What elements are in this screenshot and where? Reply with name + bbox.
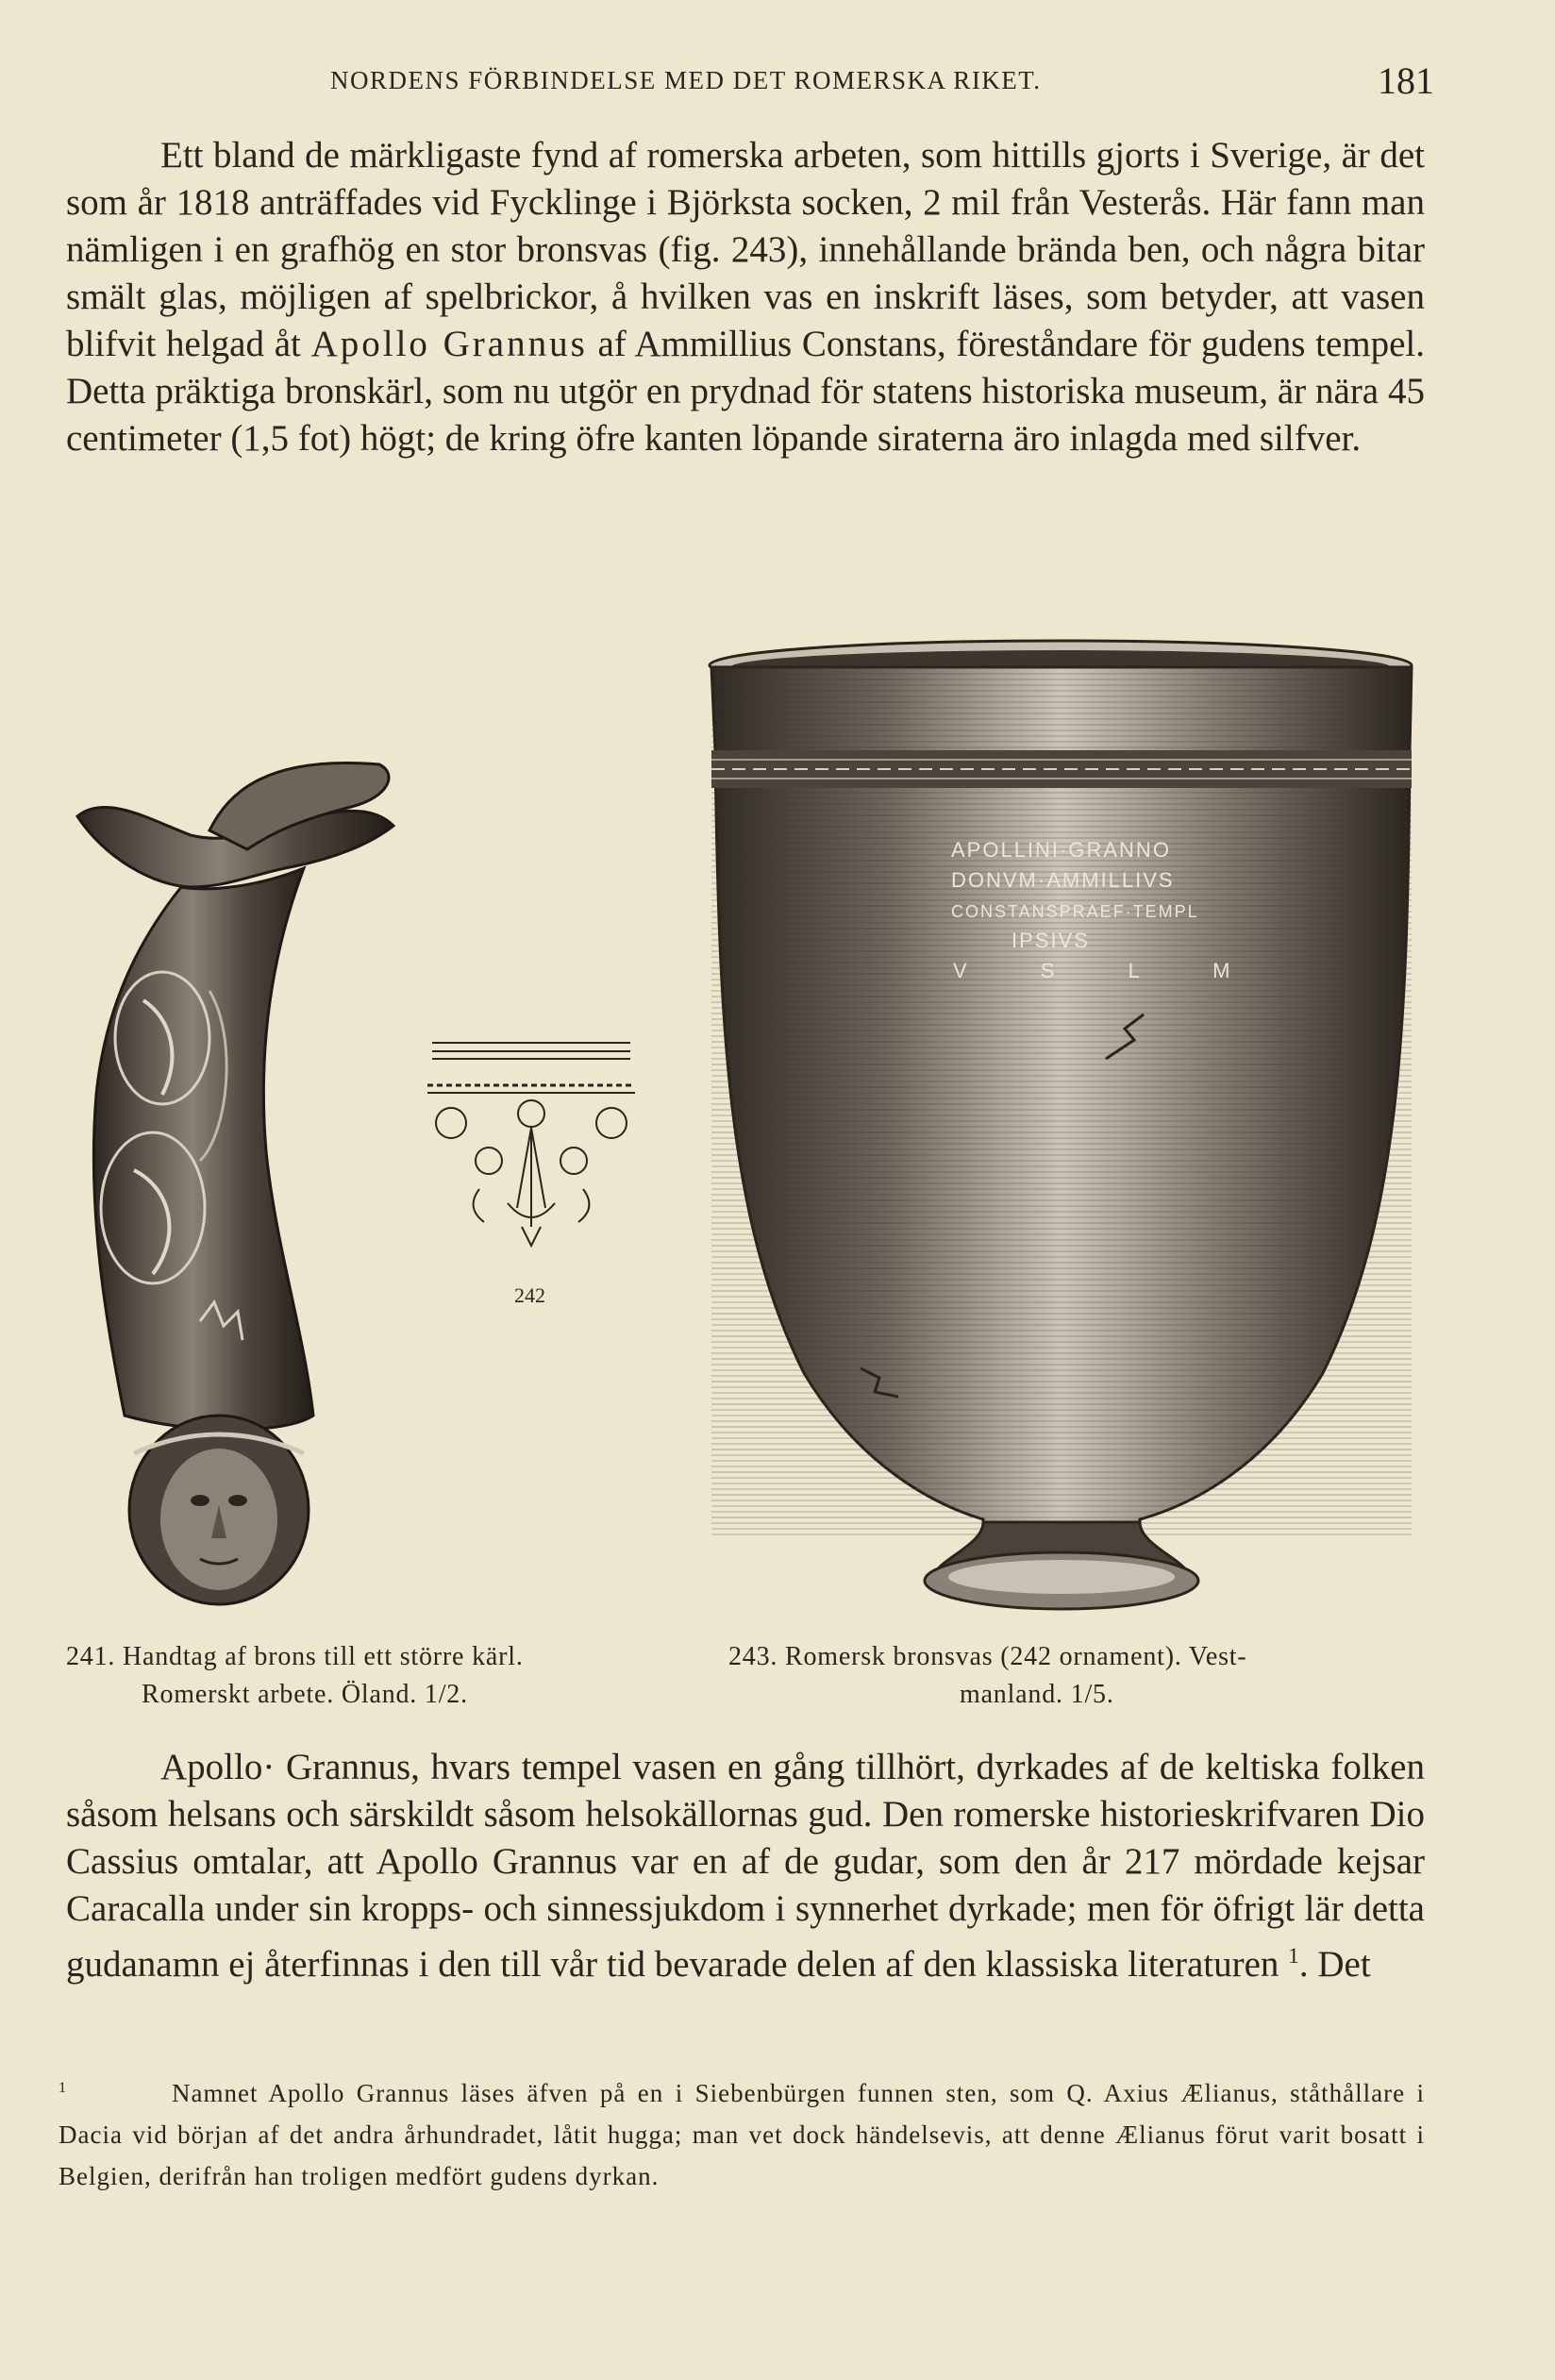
ornament-illustration	[423, 1038, 640, 1265]
vase-inscription-line-4: IPSIVS	[1012, 929, 1090, 952]
paragraph-2-tail: . Det	[1298, 1944, 1371, 1985]
footnote-reference: 1	[1288, 1944, 1299, 1969]
paragraph-1-tail: af Ammillius Constans, föreståndare för gudens tempel. Detta präktiga bronskärl, som nu utgör en prydnad för statens historiska museum, är nära 45 centimeter (1,5 fot) högt; de kring öfre kanten löpande siraterna äro inlagda med silfver.	[66, 324, 1426, 459]
figure-242-ornament	[423, 1038, 640, 1265]
vase-illustration	[700, 637, 1425, 1614]
caption-241-scale: 1/2.	[424, 1680, 468, 1709]
caption-243-line-2: manland.	[960, 1680, 1063, 1709]
vase-inscription-line-3: CONSTANSPRAEF·TEMPL	[951, 902, 1199, 921]
paragraph-1	[66, 132, 1425, 462]
caption-243-line-1: 243. Romersk bronsvas (242 ornament). Vest-	[728, 1642, 1247, 1671]
figure-241-handle	[68, 755, 408, 1609]
paragraph-2	[66, 1744, 1425, 1988]
figure-243-vase	[700, 637, 1425, 1614]
vase-inscription-line-2: DONVM·AMMILLIVS	[951, 868, 1175, 892]
running-title: NORDENS FÖRBINDELSE MED DET ROMERSKA RIKET.	[330, 66, 1042, 94]
caption-241-line-1: 241. Handtag af brons till ett större kärl.	[66, 1642, 524, 1671]
vase-inscription-line-1: APOLLINI·GRANNO	[951, 838, 1171, 862]
handle-illustration	[68, 755, 408, 1609]
running-head	[66, 59, 1434, 106]
footnote-indent	[59, 2067, 172, 2114]
footnote	[59, 2067, 1425, 2197]
caption-figure-243	[728, 1638, 1408, 1714]
caption-241-line-2: Romerskt arbete. Öland.	[142, 1680, 418, 1709]
paragraph-1-deity: Apollo Grannus	[310, 324, 588, 364]
figure-242-number: 242	[514, 1283, 545, 1307]
caption-241-line-2-wrap	[66, 1676, 708, 1714]
vase-inscription-line-5: V S L M	[953, 959, 1264, 982]
caption-figure-241	[66, 1638, 708, 1714]
page-number: 181	[1378, 59, 1434, 102]
footnote-text: Namnet Apollo Grannus läses äfven på en i Siebenbürgen funnen sten, som Q. Axius Ælianus, ståthållare i Dacia vid början af det andra århundradet, låtit hugga; man vet dock händelsevis, att denne Ælianus förut varit bosatt i Belgien, derifrån han troligen medfört gudens dyrkan.	[59, 2079, 1425, 2190]
paragraph-2-text: Apollo· Grannus, hvars tempel vasen en gång tillhört, dyrkades af de keltiska folken såsom helsans och särskildt såsom helsokällornas gud. Den romerske historieskrifvaren Dio Cassius omtalar, att Apollo Grannus var en af de gudar, som den år 217 mördade kejsar Caracalla under sin kropps- och sinnessjukdom i synnerhet dyrkade; men för öfrigt lär detta gudanamn ej återfinnas i den till vår tid bevarade delen af den klassiska literaturen	[66, 1747, 1425, 1985]
footnote-marker: 1	[59, 2079, 68, 2096]
paragraph-1-lead: Ett bland de märkligaste fynd af romerska arbeten, som hittills gjorts i Sverige, är det som år 1818 anträffades vid Fycklinge i Björksta socken, 2 mil från Vesterås. Här fann man nämligen i en grafhög en stor bronsvas (fig. 243), innehållande brända ben, och några bitar smält glas, möjligen af spelbrickor, å hvilken vas en inskrift läses, som betyder, att vasen blifvit helgad åt	[66, 135, 1425, 364]
caption-243-scale: 1/5.	[1070, 1680, 1114, 1709]
caption-243-line-2-wrap	[728, 1676, 1408, 1714]
